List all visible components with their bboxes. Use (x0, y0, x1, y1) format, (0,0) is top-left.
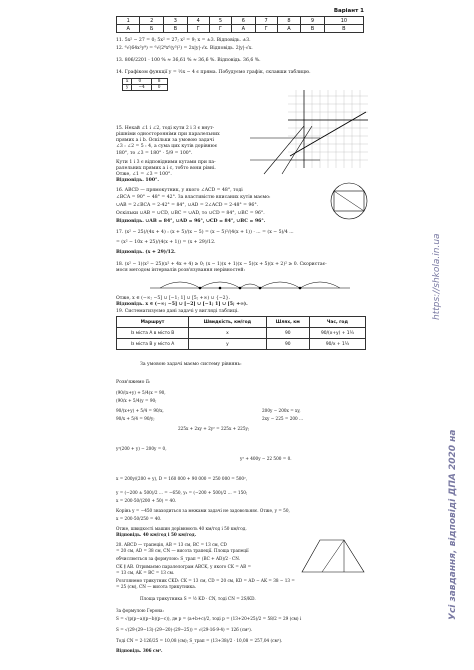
table-cell: y (189, 339, 267, 350)
task-19-eq: 90/x + 5/4 = 90/y; (116, 416, 155, 421)
answer-number-cell: 7 (255, 17, 277, 25)
variant-title: Варіант 1 (333, 8, 364, 14)
task-14: 14. Графіком функції y = ½x − 4 є пряма. Побудуємо графік, склавши таблицю. (116, 70, 311, 75)
task-20-answer: Відповідь. 306 см². (116, 648, 163, 653)
table-cell: 90 (266, 339, 309, 350)
answer-letter-cell: А (277, 25, 300, 33)
task-19-eq: (90/x + 5/4)y = 90; (116, 398, 157, 403)
task-19-line: 19. Систематизуємо дані задачі у вигляді таблиці. (116, 309, 239, 314)
task-19-line: Розв'яжемо її: (116, 380, 151, 385)
task-17-line: 17. (x² − 25)/(4x + 4) : (x + 5)/(x − 5) = (x − 5)²/(4(x + 1)) · ... = (x − 5)/4 ... (116, 230, 294, 235)
task18-number-line (150, 274, 350, 296)
answer-letter-cell: Г (255, 25, 277, 33)
table-cell: 90/(x+y) + 1¼ (309, 328, 365, 339)
table-cell: 0 (132, 79, 151, 85)
table-cell: 0 (151, 85, 167, 91)
table-cell: Із міста A в місто B (117, 328, 189, 339)
answer-letter-cell: А (232, 25, 255, 33)
task-17-line: = (x² − 10x + 25)/(4(x + 1)) = (x + 29)/12. (116, 240, 216, 245)
answer-letter-cell: Б (140, 25, 164, 33)
answer-number-cell: 9 (301, 17, 325, 25)
task-18-line: Отже, x ∈ (−∞; −5] ∪ [−1; 1] ∪ [5; +∞) ∪ {−2}. (116, 296, 230, 301)
answer-letter-cell: В (324, 25, 363, 33)
table-header: Час, год (309, 317, 365, 328)
task-13: 13. 806/2201 · 100 % ≈ 36,61 % ≈ 36,6 %. Відповідь. 36,6 %. (116, 58, 261, 63)
task-18-answer: Відповідь. x ∈ (−∞; −5] ∪ [−2] ∪ [−1; 1] ∪ [5; +∞). (116, 302, 248, 307)
task-19-eq: y = (−200 ± 500)/2 ... = −650, y₂ = (−200 + 500)/2 ... = 150; (116, 490, 248, 495)
task-20-line: = 20 см, AD = 38 см, CN — висота трапеції. Площа трапеції (116, 548, 249, 553)
table-cell: −4 (132, 85, 151, 91)
answers-table (116, 16, 364, 33)
table-cell: y (123, 85, 132, 91)
task-16-line: Оскільки ∪AB = ∪CD, ∪BC = ∪AD, то ∪CD = 84°, ∪BC = 96°. (116, 211, 265, 216)
answers-letter-row (117, 25, 364, 33)
task-19-eq: x = 200·50/(200 + 50) = 40. (116, 498, 177, 503)
answer-letter-cell: В (164, 25, 188, 33)
table-header: Шлях, км (266, 317, 309, 328)
task-20-line: S = √(p(p−a)(p−b)(p−c)), де p = (a+b+c)/2, тоді p = (13+20+25)/2 = 58/2 = 29 (см) і (116, 616, 302, 621)
task-19-eq: (90/(x+y) + 5/4)x = 90, (116, 390, 166, 395)
answer-number-cell: 8 (277, 17, 300, 25)
task-19-eq: x = 200y/(200 + y), D = 160 000 + 90 000 = 250 000 = 500², (116, 476, 248, 481)
task-12: 12. ⁶√(64x²y⁹) = ⁶√(2⁶x⁶(y³)²) = 2x|y|·√x. Відповідь. 2|y|·√x. (116, 46, 253, 51)
task-16-line: 16. ABCD — прямокутник, у якого ∠ACD = 48°, тоді (116, 188, 243, 193)
watermark-text: Усі завдання, відповіді ДПА 2020 на (448, 429, 458, 620)
task-15-line: Кути 1 і 3 є відповідними кутами при па- (116, 160, 216, 165)
task-19-eq: 225x + 2xy + 2y² = 225x + 225y; (178, 426, 250, 431)
answers-number-row (117, 17, 364, 25)
watermark-url: https://shkola.in.ua (432, 233, 442, 320)
answer-letter-cell: В (301, 25, 325, 33)
task-20-line: 20. ABCD — трапеція, AB = 13 см, BC = 13 см, CD (116, 542, 227, 547)
task-20-line: Розглянемо трикутник CKD: CK = 13 см, CD = 20 см, KD = AD − AK = 38 − 13 = (116, 578, 295, 583)
task-20-line: Тоді CN = 2·126/25 = 10,08 (см); S_трап = (13+38)/2 · 10,08 = 257,04 (см²). (116, 638, 283, 643)
table-header: Швидкість, км/год (189, 317, 267, 328)
answer-number-cell: 5 (209, 17, 231, 25)
answer-number-cell: 6 (232, 17, 255, 25)
answer-number-cell: 10 (324, 17, 363, 25)
task-19-eq: 2xy − 225 = 200 ... (262, 416, 304, 421)
table-cell: x (123, 79, 132, 85)
task-19-eq: 200y − 200x = xy, (262, 408, 301, 413)
table-cell: 90 (266, 328, 309, 339)
task-15-line: 15. Нехай ∠1 і ∠2, тоді кути 2 і 3 є внут- (116, 126, 215, 131)
task-19-eq: y²(200 + y) − 200y = 0, (116, 446, 167, 451)
task-20-line: S = √(29·(29−13)·(29−20)·(29−25)) = √(29·16·9·4) = 126 (см²). (116, 627, 253, 632)
task20-trapezoid (300, 536, 366, 576)
table-header: Маршрут (117, 317, 189, 328)
task-15-line: прямих a і b. Оскільки за умовою задачі (116, 138, 214, 143)
answer-number-cell: 1 (117, 17, 140, 25)
answer-number-cell: 3 (164, 17, 188, 25)
task-15-line: рішніми односторонніми при паралельних (116, 132, 220, 137)
table-cell: 8 (151, 79, 167, 85)
answer-number-cell: 2 (140, 17, 164, 25)
task-20-line: Площа трикутника S = ½ KD · CN, тоді CN = 2S/KD. (140, 596, 256, 601)
task-19-answer: Відповідь. 40 км/год і 50 км/год. (116, 532, 197, 537)
task16-figure (328, 180, 370, 222)
task-19-line: Отже, швидкості машин дорівнюють 40 км/год і 50 км/год. (116, 526, 247, 531)
task-16-answer: Відповідь. ∪AB = 84°, ∪AD = 96°, ∪CD = 84°, ∪BC = 96°. (116, 219, 266, 224)
task-16-line: ∠BCA = 90° − 48° = 42°. За властивістю вписаних кутів маємо: (116, 195, 271, 200)
task-19-eq: y² + 400y − 22 500 = 0. (240, 456, 292, 461)
task-19-eq: 90/(x+y) + 5/4 = 90/x, (116, 408, 164, 413)
answer-letter-cell: Г (209, 25, 231, 33)
task-15-line: ∠3 : ∠2 = 5 : 4, а сума цих кутів дорівнює (116, 144, 218, 149)
task-20-line: = 13 см, AK = BC = 13 см. (116, 570, 175, 575)
table-cell: 90/x + 1¼ (309, 339, 365, 350)
task-15-answer: Відповідь. 100°. (116, 178, 159, 183)
task14-table (122, 78, 168, 91)
answer-letter-cell: А (117, 25, 140, 33)
task-20-line: За формулою Герона: (116, 608, 164, 613)
task-19-eq: x = 200·50/250 = 40. (116, 516, 162, 521)
task-16-line: ∪AB = 2∠BCA = 2·42° = 84°, ∪AD = 2∠ACD = 2·48° = 96°. (116, 203, 259, 208)
task-19-eq: Корінь y = −450 знаходиться за межами задачі не задовольняє. Отже, y = 50, (116, 508, 290, 513)
task-11: 11. 5x² − 27 = 0; 5x² = 27; x² = 9; x = ±3. Відповідь. ±3. (116, 38, 251, 43)
task-20-line: = 25 (см), CN — висота трикутника. (116, 584, 197, 589)
task-15-line: 180°, то ∠3 = 180° · 5/9 = 100°. (116, 151, 193, 156)
task-20-line: CK ∥ AB. Отримаємо паралелограм ABCK, у якого CK = AB = (116, 564, 252, 569)
task-17-answer: Відповідь. (x + 29)/12. (116, 250, 176, 255)
answer-number-cell: 4 (187, 17, 209, 25)
task19-table (116, 316, 366, 350)
task-20-line: обчислюється за формулою: S_трап = (BC + AD)/2 · CN. (116, 556, 240, 561)
task-18-line: мося методом інтервалів розв'язування нерівностей: (116, 268, 246, 273)
table-cell: Із міста B у місто A (117, 339, 189, 350)
answer-letter-cell: Г (187, 25, 209, 33)
task-19-line: За умовою задачі маємо систему рівнянь: (140, 362, 242, 367)
task-15-line: Отже, ∠1 = ∠3 = 100°. (116, 172, 172, 177)
task15-figure (250, 126, 320, 176)
task-18-line: 18. (x² − 1)(x² − 25)(x² + 4x + 4) ≥ 0; (x − 1)(x + 1)(x − 5)(x + 5)(x + 2)² ≥ 0. Скористає- (116, 262, 327, 267)
table-cell: x (189, 328, 267, 339)
task-15-line: ралельних прямих a і c, тобто вони рівні. (116, 166, 216, 171)
